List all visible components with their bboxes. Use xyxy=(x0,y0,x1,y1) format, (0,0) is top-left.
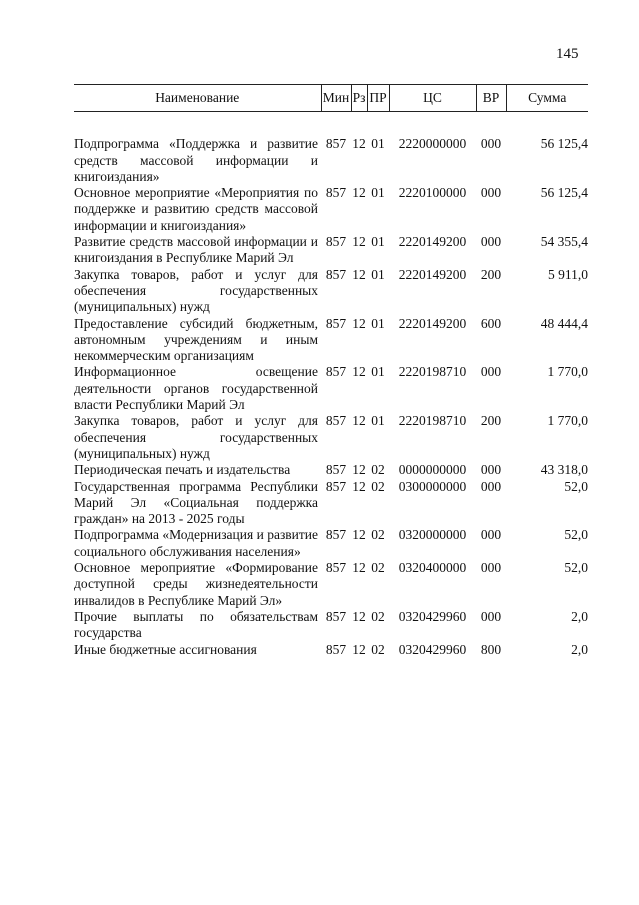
row-rz: 12 xyxy=(352,560,366,576)
row-cs: 2220149200 xyxy=(398,234,467,250)
row-cs: 0300000000 xyxy=(398,478,467,494)
row-name: Закупка товаров, работ и услуг для обеспечения государственных (муниципальных) нужд xyxy=(74,266,318,315)
row-pr: 01 xyxy=(371,413,385,429)
row-cs: 0320429960 xyxy=(398,608,467,624)
row-pr: 02 xyxy=(371,478,385,494)
row-vr: 000 xyxy=(480,462,502,478)
row-vr: 800 xyxy=(480,641,502,657)
row-min: 857 xyxy=(325,364,347,380)
row-pr: 01 xyxy=(371,266,385,282)
row-rz: 12 xyxy=(352,608,366,624)
table-row xyxy=(74,267,588,316)
row-vr: 000 xyxy=(480,185,502,201)
header-min: Мин xyxy=(321,85,351,112)
row-name: Предоставление субсидий бюджетным, автономным учреждениям и иным некоммерческим организациям xyxy=(74,315,318,364)
row-cs: 0000000000 xyxy=(398,462,467,478)
table-row xyxy=(74,364,588,413)
budget-table xyxy=(74,84,588,658)
table-row xyxy=(74,316,588,365)
row-name: Иные бюджетные ассигнования xyxy=(74,641,257,657)
header-rz: Рз xyxy=(351,85,367,112)
table-row xyxy=(74,413,588,462)
row-min: 857 xyxy=(325,315,347,331)
row-pr: 02 xyxy=(371,527,385,543)
row-name: Подпрограмма «Поддержка и развитие средств массовой информации и книгоиздания» xyxy=(74,136,318,184)
header-pr: ПР xyxy=(367,85,389,112)
row-sum: 56 125,4 xyxy=(540,185,588,201)
row-cs: 2220100000 xyxy=(398,185,467,201)
row-min: 857 xyxy=(325,413,347,429)
table-row xyxy=(74,527,588,560)
row-cs: 0320400000 xyxy=(398,560,467,576)
table-body xyxy=(74,112,588,658)
row-vr: 000 xyxy=(480,560,502,576)
row-name: Закупка товаров, работ и услуг для обеспечения государственных (муниципальных) нужд xyxy=(74,413,318,461)
row-cs: 2220198710 xyxy=(398,413,467,429)
table-row xyxy=(74,234,588,267)
row-min: 857 xyxy=(325,527,347,543)
row-pr: 01 xyxy=(371,234,385,250)
header-sum: Сумма xyxy=(506,85,588,112)
row-rz: 12 xyxy=(352,364,366,380)
row-sum: 48 444,4 xyxy=(540,315,588,331)
row-name: Государственная программа Республики Марий Эл «Социальная поддержка граждан» на 2013 - 2025 годы xyxy=(74,478,318,527)
row-rz: 12 xyxy=(352,234,366,250)
row-cs: 2220198710 xyxy=(398,364,467,380)
row-rz: 12 xyxy=(352,413,366,429)
row-pr: 02 xyxy=(371,462,385,478)
row-sum: 56 125,4 xyxy=(540,136,588,152)
row-sum: 1 770,0 xyxy=(547,364,588,380)
row-sum: 54 355,4 xyxy=(540,234,588,250)
row-name: Информационное освещение деятельности органов государственной власти Республики Марий Эл xyxy=(74,364,318,413)
table-row xyxy=(74,185,588,234)
row-sum: 1 770,0 xyxy=(547,413,588,429)
row-vr: 000 xyxy=(480,136,502,152)
row-vr: 600 xyxy=(480,315,502,331)
row-vr: 000 xyxy=(480,364,502,380)
row-min: 857 xyxy=(325,608,347,624)
row-rz: 12 xyxy=(352,185,366,201)
row-rz: 12 xyxy=(352,462,366,478)
row-sum: 52,0 xyxy=(564,560,588,576)
row-sum: 52,0 xyxy=(564,527,588,543)
table-row xyxy=(74,136,588,185)
row-name: Подпрограмма «Модернизация и развитие социального обслуживания населения» xyxy=(74,527,318,559)
row-sum: 52,0 xyxy=(564,478,588,494)
row-min: 857 xyxy=(325,478,347,494)
row-sum: 5 911,0 xyxy=(548,266,588,282)
row-cs: 2220149200 xyxy=(398,315,467,331)
row-name: Развитие средств массовой информации и книгоиздания в Республике Марий Эл xyxy=(74,234,318,266)
row-vr: 000 xyxy=(480,478,502,494)
row-min: 857 xyxy=(325,234,347,250)
row-pr: 01 xyxy=(371,136,385,152)
row-vr: 000 xyxy=(480,608,502,624)
table-row xyxy=(74,642,588,658)
row-vr: 000 xyxy=(480,527,502,543)
row-vr: 200 xyxy=(480,266,502,282)
table-row xyxy=(74,560,588,609)
header-cs: ЦС xyxy=(389,85,476,112)
row-min: 857 xyxy=(325,462,347,478)
row-min: 857 xyxy=(325,185,347,201)
row-sum: 43 318,0 xyxy=(540,462,588,478)
row-sum: 2,0 xyxy=(571,608,588,624)
header-vr: ВР xyxy=(476,85,506,112)
row-vr: 200 xyxy=(480,413,502,429)
row-rz: 12 xyxy=(352,641,366,657)
row-rz: 12 xyxy=(352,478,366,494)
row-rz: 12 xyxy=(352,266,366,282)
row-name: Периодическая печать и издательства xyxy=(74,462,291,478)
row-pr: 02 xyxy=(371,641,385,657)
row-min: 857 xyxy=(325,560,347,576)
row-cs: 0320000000 xyxy=(398,527,467,543)
row-pr: 02 xyxy=(371,608,385,624)
row-rz: 12 xyxy=(352,315,366,331)
table-row xyxy=(74,609,588,642)
row-sum: 2,0 xyxy=(571,641,588,657)
row-cs: 2220000000 xyxy=(398,136,467,152)
row-pr: 01 xyxy=(371,364,385,380)
row-min: 857 xyxy=(325,641,347,657)
row-name: Основное мероприятие «Формирование доступной среды жизнедеятельности инвалидов в Республике Марий Эл» xyxy=(74,560,318,608)
row-pr: 01 xyxy=(371,315,385,331)
page-number: 145 xyxy=(556,46,579,62)
row-min: 857 xyxy=(325,136,347,152)
row-pr: 02 xyxy=(371,560,385,576)
row-cs: 2220149200 xyxy=(398,266,467,282)
row-min: 857 xyxy=(325,266,347,282)
table-row xyxy=(74,479,588,528)
table-row xyxy=(74,462,588,478)
table-header xyxy=(74,85,588,112)
row-vr: 000 xyxy=(480,234,502,250)
row-rz: 12 xyxy=(352,527,366,543)
row-pr: 01 xyxy=(371,185,385,201)
header-name: Наименование xyxy=(74,85,321,112)
row-cs: 0320429960 xyxy=(398,641,467,657)
row-name: Прочие выплаты по обязательствам государства xyxy=(74,608,318,641)
row-name: Основное мероприятие «Мероприятия по поддержке и развитию средств массовой информации и книгоиздания» xyxy=(74,185,318,233)
row-rz: 12 xyxy=(352,136,366,152)
